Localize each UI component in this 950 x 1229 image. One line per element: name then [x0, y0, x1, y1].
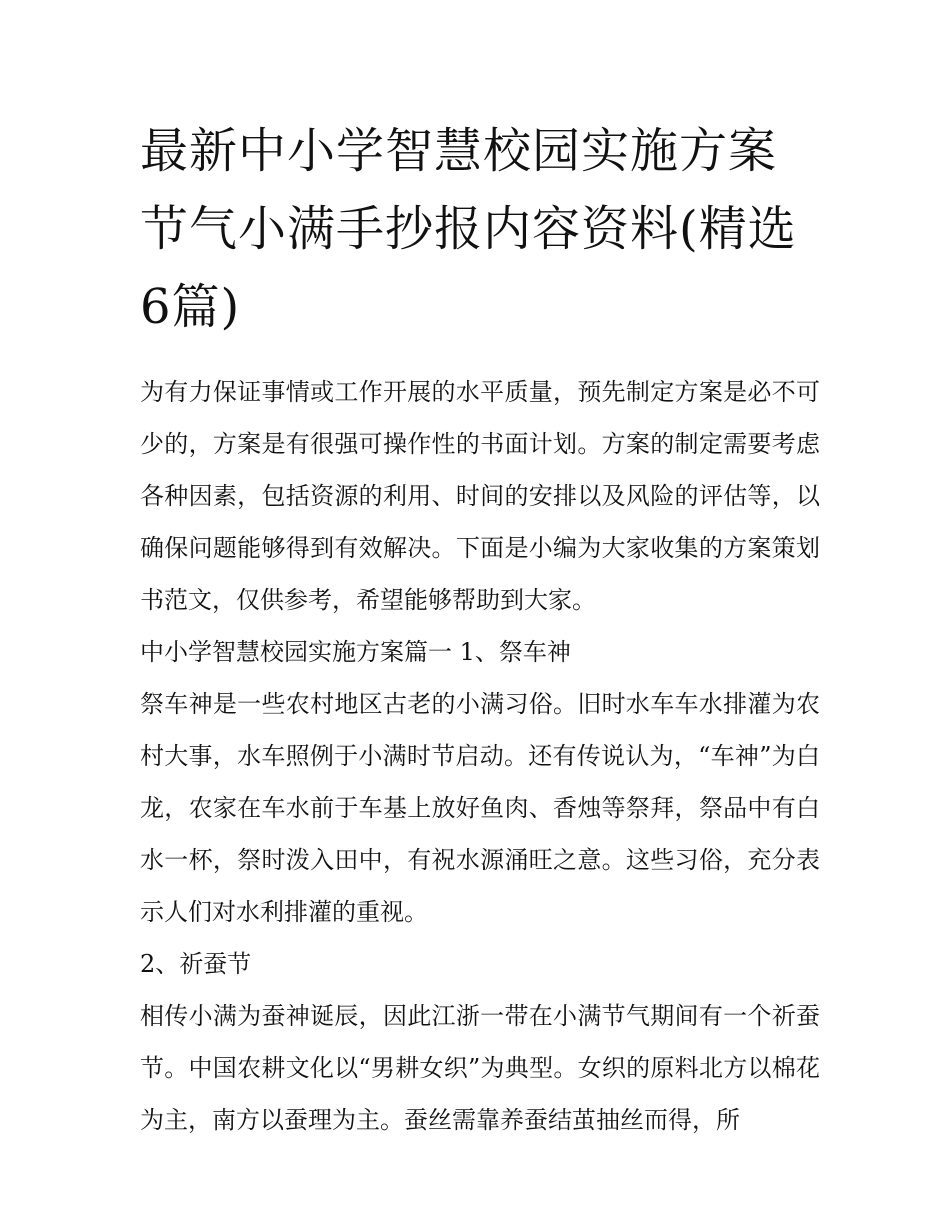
section-heading-1: 中小学智慧校园实施方案篇一 1、祭车神: [140, 638, 571, 666]
intro-paragraph: 为有力保证事情或工作开展的水平质量，预先制定方案是必不可少的，方案是有很强可操作性的书面计划。方案的制定需要考虑各种因素，包括资源的利用、时间的安排以及风险的评估等，以确保问题能够得到有效解决。下面是小编为大家收集的方案策划书范文，仅供参考，希望能够帮助到大家。: [140, 378, 820, 614]
document-page: [140, 112, 820, 1146]
section-body-2: 相传小满为蚕神诞辰，因此江浙一带在小满节气期间有一个祈蚕节。中国农耕文化以“男耕女织”为典型。女织的原料北方以棉花为主，南方以蚕理为主。蚕丝需靠养蚕结茧抽丝而得，所: [140, 1002, 820, 1134]
section-body-1: 祭车神是一些农村地区古老的小满习俗。旧时水车车水排灌为农村大事，水车照例于小满时节启动。还有传说认为，“车神”为白龙，农家在车水前于车基上放好鱼肉、香烛等祭拜，祭品中有白水一杯，祭时泼入田中，有祝水源涌旺之意。这些习俗，充分表示人们对水利排灌的重视。: [140, 690, 820, 926]
document-title: 最新中小学智慧校园实施方案节气小满手抄报内容资料(精选6篇): [140, 123, 797, 335]
section-heading-2: 2、祈蚕节: [140, 950, 252, 978]
